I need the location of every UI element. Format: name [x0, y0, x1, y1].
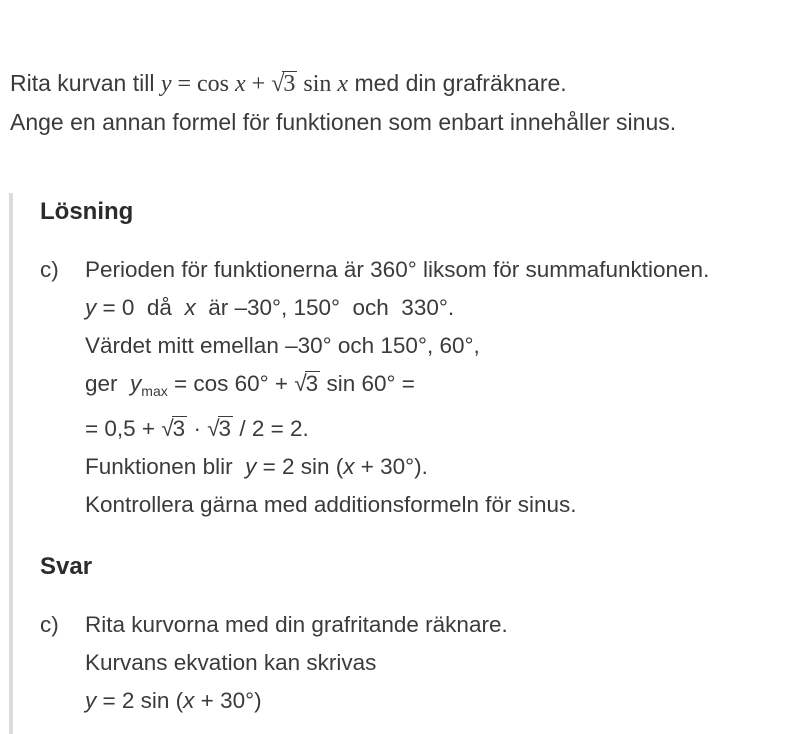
solution-line-1: Perioden för funktionerna är 360° liksom för summafunktionen. [85, 257, 710, 282]
answer-line-2: Kurvans ekvation kan skrivas [85, 650, 377, 675]
sqrt-3 [294, 371, 320, 396]
math-var-x: x [184, 295, 196, 320]
text-plus30-close: + 30°). [354, 454, 428, 479]
text-angles: är –30°, 150° och 330°. [195, 295, 455, 320]
solution-line-3: Värdet mitt emellan –30° och 150°, 60°, [85, 333, 480, 358]
sqrt-3 [271, 71, 297, 97]
text-cos60: = cos 60° + [167, 371, 295, 396]
math-var-x: x [343, 454, 355, 479]
solution-line-7: Kontrollera gärna med additionsformeln för sinus. [85, 492, 577, 517]
answer-item-c [40, 606, 800, 720]
text-funktionen-blir: Funktionen blir [85, 454, 246, 479]
radicand-3: 3 [305, 371, 319, 396]
radical-sign: √ [294, 371, 306, 396]
problem-line-1-post: med din grafräknare. [348, 70, 567, 96]
solution-heading: Lösning [40, 198, 134, 225]
item-label-c: c) [40, 612, 59, 637]
problem-statement [10, 64, 790, 141]
solution-line-6 [85, 448, 800, 486]
text-zeros: = 0 då [96, 295, 185, 320]
solution-line-5 [85, 410, 800, 448]
radicand-3: 3 [218, 416, 232, 441]
radicand-3: 3 [283, 71, 296, 97]
math-var-y: y [85, 295, 97, 320]
math-var-y: y [85, 688, 97, 713]
solution-line-4 [85, 365, 800, 410]
sqrt-3 [207, 416, 233, 441]
item-label-c: c) [40, 257, 59, 282]
solution-line-2 [85, 289, 800, 327]
answer-line-1: Rita kurvorna med din grafritande räknare. [85, 612, 508, 637]
math-sin: sin [297, 71, 338, 97]
math-var-x: x [183, 688, 195, 713]
answer-line-3 [85, 682, 800, 720]
text-div2-eq2: / 2 = 2. [233, 416, 309, 441]
solution-content [85, 251, 800, 524]
math-plus: + [245, 71, 272, 97]
math-subscript-max: max [141, 383, 168, 399]
radical-sign: √ [161, 416, 173, 441]
math-var-x: x [235, 71, 246, 97]
math-var-y: y [160, 71, 172, 97]
text-ger: ger [85, 371, 131, 396]
math-var-y: y [245, 454, 257, 479]
radical-sign: √ [271, 71, 284, 97]
solution-answer-panel [9, 193, 800, 734]
problem-line-1 [10, 64, 790, 103]
problem-line-2: Ange en annan formel för funktionen som enbart innehåller sinus. [10, 109, 677, 135]
inline-formula-cos-plus-sqrt3-sin [161, 71, 348, 97]
problem-line-1-pre: Rita kurvan till [10, 70, 161, 96]
radicand-3: 3 [172, 416, 186, 441]
math-var-x: x [337, 71, 349, 97]
math-dot-operator: · [187, 416, 208, 441]
math-eq-cos: = cos [171, 71, 236, 97]
solution-item-c [40, 251, 800, 524]
answer-content [85, 606, 800, 720]
text-2sin-open: = 2 sin ( [96, 688, 184, 713]
text-2sin-open: = 2 sin ( [256, 454, 344, 479]
math-var-y: y [130, 371, 142, 396]
text-plus30-close: + 30°) [194, 688, 262, 713]
sqrt-3 [161, 416, 187, 441]
text-sin60: sin 60° = [320, 371, 415, 396]
text-equals-05: = 0,5 + [85, 416, 162, 441]
answer-heading: Svar [40, 553, 93, 580]
radical-sign: √ [207, 416, 219, 441]
